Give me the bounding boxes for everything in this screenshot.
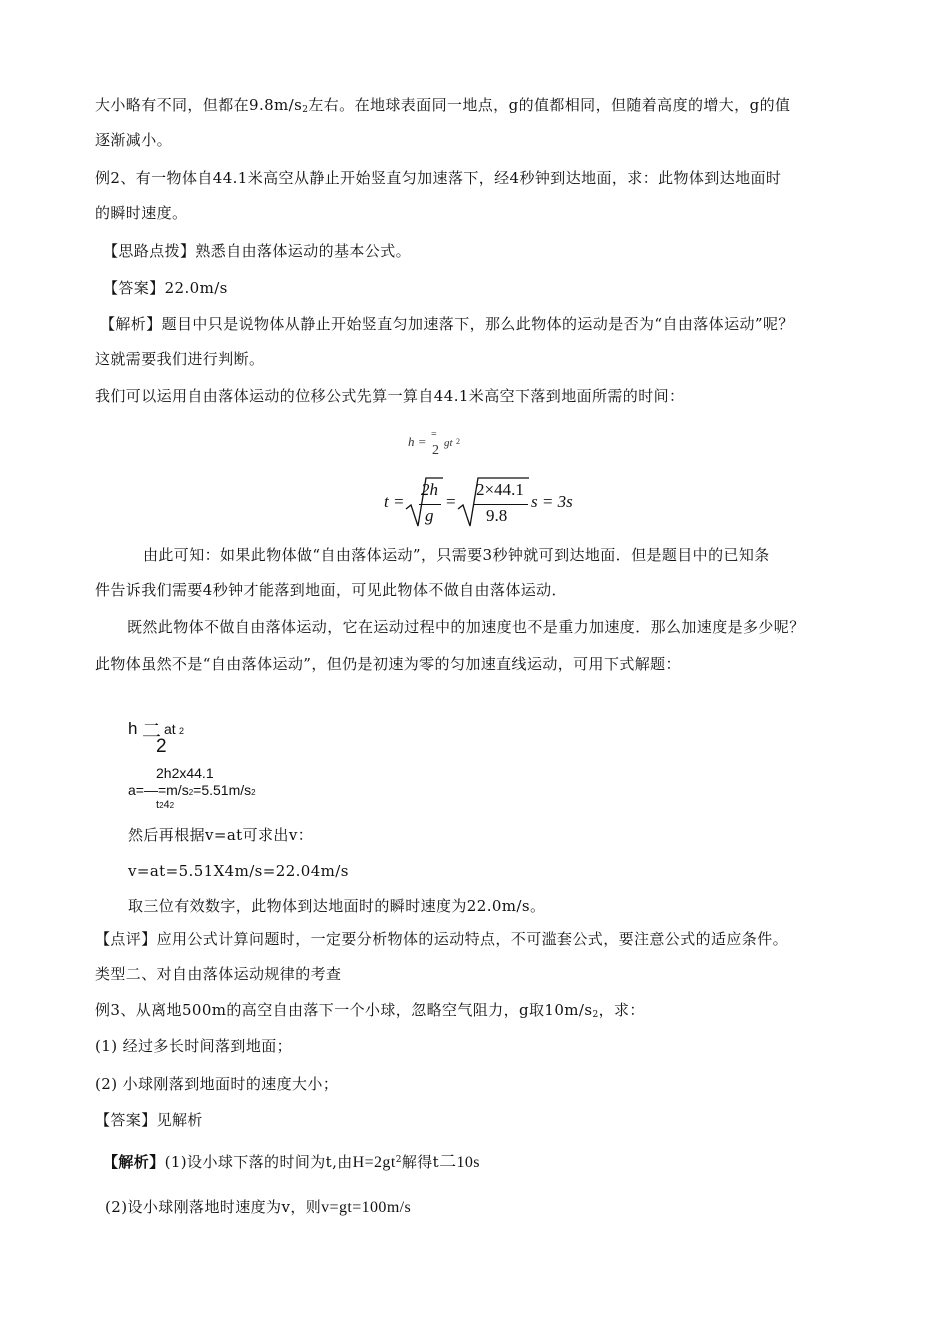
- answer-line: 【答案】见解析: [95, 1111, 203, 1129]
- hint-line: 【思路点拨】熟悉自由落体运动的基本公式。: [103, 242, 412, 260]
- text-line: 既然此物体不做自由落体运动，它在运动过程中的加速度也不是重力加速度．那么加速度是多少呢？: [127, 618, 805, 636]
- example-2-title: 例2、有一物体自44.1米高空从静止开始竖直匀加速落下，经4秒钟到达地面，求：此物体到达地面时: [95, 169, 782, 187]
- analysis-line: 【解析】题目中只是说物体从静止开始竖直匀加速落下，那么此物体的运动是否为“自由落体运动”呢？: [100, 315, 794, 333]
- fraction-bar: [474, 504, 528, 505]
- text-line: 件告诉我们需要4秒钟才能落到地面，可见此物体不做自由落体运动．: [95, 581, 567, 599]
- text-line: 然后再根据v=at可求出v：: [128, 826, 314, 844]
- fraction-bar: [419, 504, 441, 505]
- text-line: 大小略有不同，但都在$9.8m/s_2$左右。在地球表面同一地点，g的值都相同，但随着高度的增大，g的值: [95, 96, 791, 115]
- text-line: 逐渐减小。: [95, 131, 173, 149]
- example-3-title: 例3、从离地500m的高空自由落下一个小球，忽略空气阻力，g取$10m/s_2$，求：: [95, 1001, 645, 1020]
- question-2: (2) 小球刚落到地面时的速度大小；: [95, 1075, 339, 1093]
- text-line: 这就需要我们进行判断。: [95, 350, 265, 368]
- text-line: 此物体虽然不是“自由落体运动”，但仍是初速为零的匀加速直线运动，可用下式解题：: [95, 655, 681, 673]
- section-title: 类型二、对自由落体运动规律的考查: [95, 965, 342, 983]
- text-line: v=at=5.51X4m/s=22.04m/s: [128, 862, 349, 880]
- text-line: 的瞬时速度。: [95, 204, 188, 222]
- question-1: (1) 经过多长时间落到地面；: [95, 1037, 293, 1055]
- comment-line: 【点评】应用公式计算问题时，一定要分析物体的运动特点，不可滥套公式，要注意公式的适应条件。: [95, 930, 789, 948]
- text-line: 取三位有效数字，此物体到达地面时的瞬时速度为22.0m/s。: [128, 897, 546, 915]
- answer-line: 【答案】22.0m/s: [103, 279, 228, 297]
- text-line: 由此可知：如果此物体做“自由落体运动”，只需要3秒钟就可到达地面．但是题目中的已知条: [143, 546, 770, 564]
- text-line: 我们可以运用自由落体运动的位移公式先算一算自44.1米高空下落到地面所需的时间：: [95, 387, 685, 405]
- analysis-answer-1: 【解析】(1)设小球下落的时间为t,由$H=2gt^2$解得t二10s: [103, 1152, 480, 1172]
- analysis-answer-2: (2)设小球刚落地时速度为v，则v=gt=100m/s: [105, 1198, 412, 1216]
